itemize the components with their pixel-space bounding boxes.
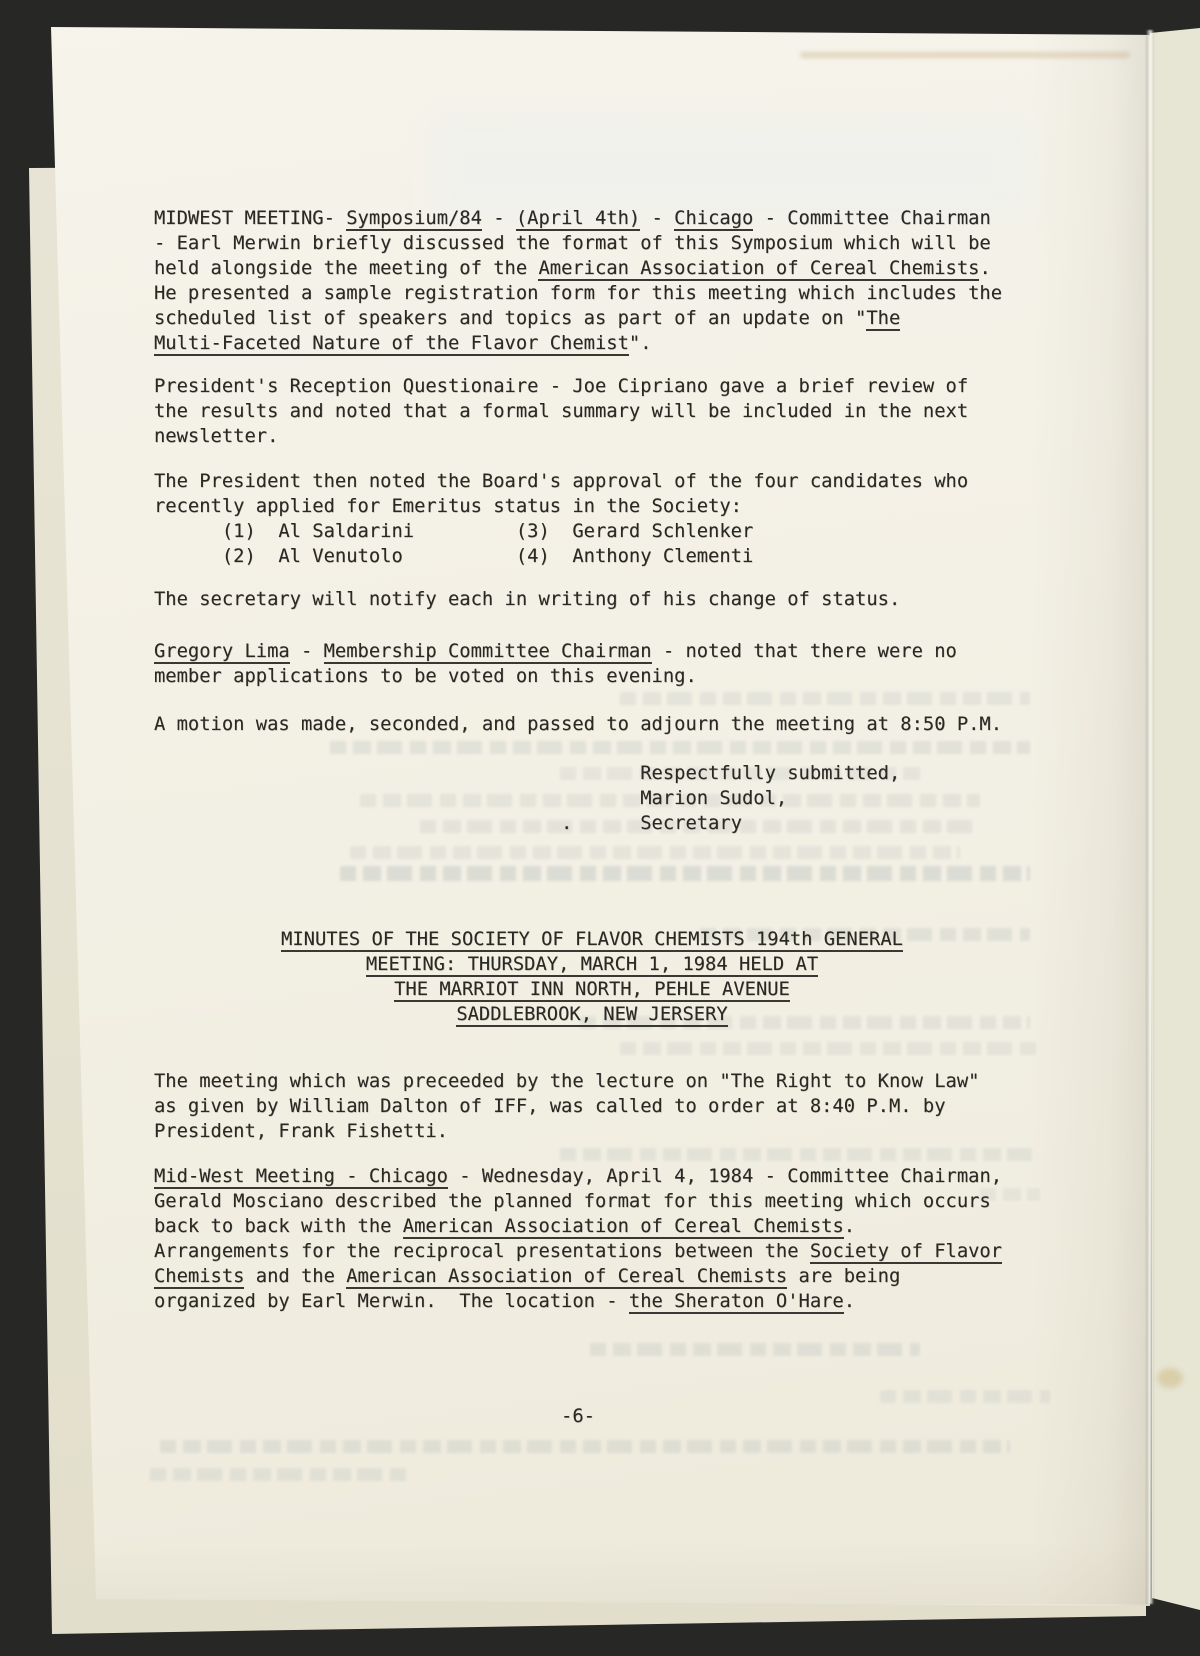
- document-line: (1) Al Saldarini (3) Gerard Schlenker: [154, 521, 754, 542]
- document-line: the results and noted that a formal summary will be included in the next: [154, 401, 969, 422]
- document-line: . Secretary: [154, 813, 742, 834]
- document-line: Chemists and the American Association of Cereal Chemists are being: [154, 1266, 901, 1287]
- document-line: The secretary will notify each in writing of his change of status.: [154, 589, 901, 610]
- document-line: Gregory Lima - Membership Committee Chairman - noted that there were no: [154, 641, 957, 662]
- document-line: Marion Sudol,: [154, 788, 788, 809]
- document-line: held alongside the meeting of the American Association of Cereal Chemists.: [154, 258, 991, 279]
- document-line: back to back with the American Association of Cereal Chemists.: [154, 1216, 856, 1237]
- section-membership-report: [154, 639, 1030, 689]
- section-midwest-meeting: [154, 206, 1030, 356]
- document-line: SADDLEBROOK, NEW JERSERY: [456, 1004, 728, 1025]
- document-line: THE MARRIOT INN NORTH, PEHLE AVENUE: [394, 979, 790, 1000]
- document-line: President, Frank Fishetti.: [154, 1121, 448, 1142]
- section-secretary-notify: [154, 587, 1030, 612]
- section-presidents-reception: [154, 374, 1030, 449]
- page-bottom-shading: [60, 1540, 1150, 1604]
- document-line: MEETING: THURSDAY, MARCH 1, 1984 HELD AT: [365, 954, 819, 975]
- document-line: scheduled list of speakers and topics as part of an update on "The: [154, 308, 901, 329]
- document-line: Gerald Mosciano described the planned format for this meeting which occurs: [154, 1191, 991, 1212]
- document-line: (2) Al Venutolo (4) Anthony Clementi: [154, 546, 754, 567]
- document-line: Arrangements for the reciprocal presentations between the Society of Flavor: [154, 1241, 1003, 1262]
- document-line: Respectfully submitted,: [154, 763, 901, 784]
- document-line: A motion was made, seconded, and passed to adjourn the meeting at 8:50 P.M.: [154, 714, 1003, 735]
- section-signoff: [154, 761, 1030, 836]
- document-line: -6-: [154, 1406, 595, 1427]
- document-line: - Earl Merwin briefly discussed the format of this Symposium which will be: [154, 233, 991, 254]
- document-line: He presented a sample registration form for this meeting which includes the: [154, 283, 1003, 304]
- section-call-to-order: [154, 1069, 1030, 1144]
- section-page-number: [154, 1404, 1030, 1429]
- document-line: President's Reception Questionaire - Joe Cipriano gave a brief review of: [154, 376, 969, 397]
- document-line: The President then noted the Board's approval of the four candidates who: [154, 471, 969, 492]
- document-line: MIDWEST MEETING- Symposium/84 - (April 4th) - Chicago - Committee Chairman: [154, 208, 991, 229]
- document-line: recently applied for Emeritus status in the Society:: [154, 496, 742, 517]
- bleed-through-line: [160, 1440, 1010, 1453]
- document-line: organized by Earl Merwin. The location - the Sheraton O'Hare.: [154, 1291, 856, 1312]
- section-minutes-heading: [154, 927, 1030, 1027]
- section-emeritus-candidates: [154, 469, 1030, 569]
- document-line: Multi-Faceted Nature of the Flavor Chemist".: [154, 333, 652, 354]
- section-midwest-meeting-chicago: [154, 1164, 1030, 1314]
- document-line: as given by William Dalton of IFF, was called to order at 8:40 P.M. by: [154, 1096, 946, 1117]
- section-adjournment: [154, 712, 1030, 737]
- document-line: newsletter.: [154, 426, 279, 447]
- bleed-through-line: [150, 1468, 410, 1481]
- document-line: Mid-West Meeting - Chicago - Wednesday, April 4, 1984 - Committee Chairman,: [154, 1166, 1003, 1187]
- document-line: MINUTES OF THE SOCIETY OF FLAVOR CHEMISTS 194th GENERAL: [281, 929, 903, 950]
- document-line: The meeting which was preceeded by the lecture on "The Right to Know Law": [154, 1071, 980, 1092]
- document-line: member applications to be voted on this evening.: [154, 666, 697, 687]
